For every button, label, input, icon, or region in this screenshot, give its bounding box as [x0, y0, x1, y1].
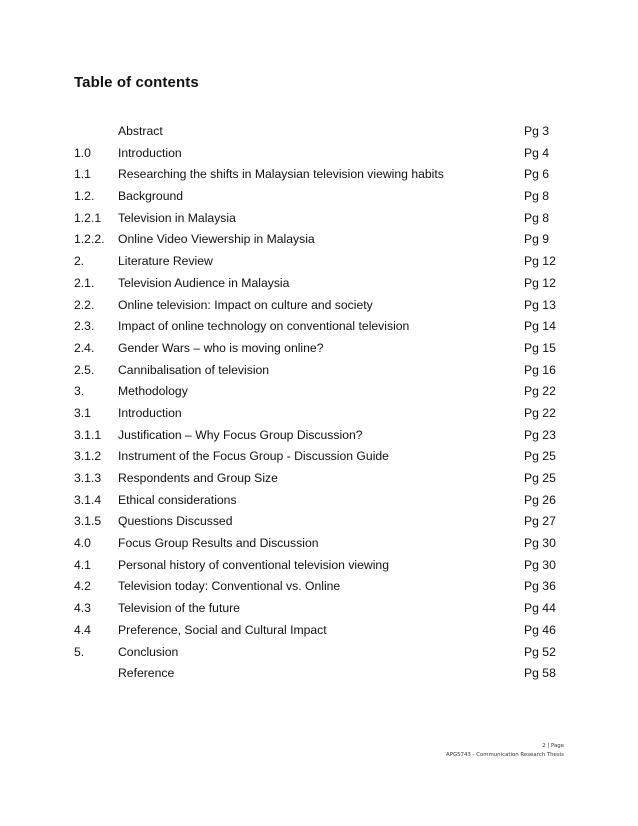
toc-entry-number: 2.3. [74, 319, 95, 334]
toc-entry-title: Abstract [118, 124, 163, 138]
toc-entry-page: Pg 23 [524, 427, 556, 442]
toc-entry-number: 4.4 [74, 622, 91, 637]
toc-entry-page: Pg 26 [524, 492, 556, 507]
toc-entry-page: Pg 44 [524, 601, 556, 616]
toc-entry-page: Pg 13 [524, 297, 556, 312]
toc-entry [74, 295, 590, 317]
toc-entry-title: Focus Group Results and Discussion [118, 536, 319, 551]
table-of-contents [74, 121, 590, 685]
toc-entry [74, 338, 590, 360]
toc-entry-title: Online Video Viewership in Malaysia [118, 232, 315, 247]
toc-entry-title: Gender Wars – who is moving online? [118, 340, 324, 355]
toc-entry-number: 2.2. [74, 297, 95, 312]
toc-entry-number: 4.2 [74, 579, 91, 594]
toc-entry-page: Pg 16 [524, 362, 556, 377]
toc-entry-page: Pg 25 [524, 449, 556, 464]
toc-entry-title: Ethical considerations [118, 492, 237, 507]
toc-entry-number: 3.1.3 [74, 471, 102, 485]
toc-entry [74, 555, 590, 577]
toc-entry-number: 3.1.2 [74, 449, 102, 464]
toc-entry-number: 1.1 [74, 167, 91, 182]
toc-entry-page: Pg 8 [524, 210, 550, 225]
toc-entry-page: Pg 30 [524, 557, 556, 572]
toc-entry-title: Respondents and Group Size [118, 471, 278, 485]
toc-entry-title: Television in Malaysia [118, 210, 236, 225]
toc-entry-page: Pg 3 [524, 124, 550, 138]
toc-entry-title: Instrument of the Focus Group - Discussion Guide [118, 449, 389, 464]
footer-document-title: APG5743 - Communication Research Thesis [446, 752, 564, 758]
toc-entry-page: Pg 58 [524, 666, 556, 681]
toc-entry-page: Pg 12 [524, 254, 556, 269]
toc-entry-number: 4.0 [74, 536, 91, 551]
toc-entry [74, 121, 590, 143]
toc-entry-number: 4.1 [74, 557, 91, 572]
toc-entry-title: Television of the future [118, 601, 240, 616]
toc-entry-title: Personal history of conventional television viewing [118, 557, 389, 572]
toc-entry-title: Justification – Why Focus Group Discussion? [118, 427, 363, 442]
toc-entry [74, 381, 590, 403]
toc-entry [74, 316, 590, 338]
footer-page-number: 2 | Page [542, 743, 564, 749]
toc-entry-page: Pg 27 [524, 514, 556, 529]
toc-entry-number: 3. [74, 384, 85, 399]
toc-entry-number: 2.1. [74, 275, 95, 290]
toc-entry [74, 186, 590, 208]
toc-entry-page: Pg 22 [524, 384, 556, 399]
toc-entry-number: 1.2.1 [74, 210, 102, 225]
toc-entry [74, 229, 590, 251]
toc-entry [74, 164, 590, 186]
toc-entry-page: Pg 9 [524, 232, 550, 247]
page-footer [446, 742, 564, 760]
toc-entry-title: Preference, Social and Cultural Impact [118, 622, 327, 637]
toc-entry-title: Conclusion [118, 644, 179, 659]
toc-entry [74, 598, 590, 620]
toc-entry-title: Television today: Conventional vs. Online [118, 579, 341, 594]
toc-entry-page: Pg 36 [524, 579, 556, 594]
toc-entry-page: Pg 25 [524, 471, 556, 485]
toc-entry [74, 208, 590, 230]
toc-entry-title: Methodology [118, 384, 188, 399]
toc-entry-number: 1.2. [74, 189, 95, 204]
toc-entry [74, 533, 590, 555]
toc-entry-number: 2.4. [74, 340, 95, 355]
toc-entry-page: Pg 22 [524, 405, 556, 420]
toc-entry-page: Pg 52 [524, 644, 556, 659]
toc-entry-title: Literature Review [118, 254, 213, 269]
toc-entry [74, 425, 590, 447]
toc-entry-title: Online television: Impact on culture and society [118, 297, 373, 312]
toc-entry-title: Television Audience in Malaysia [118, 275, 290, 290]
toc-entry-number: 3.1 [74, 405, 91, 420]
toc-entry-number: 2.5. [74, 362, 95, 377]
toc-entry-title: Impact of online technology on conventional television [118, 319, 410, 334]
toc-entry-number: 1.2.2. [74, 232, 105, 247]
toc-entry-page: Pg 12 [524, 275, 556, 290]
toc-entry-number: 2. [74, 254, 85, 269]
toc-entry [74, 403, 590, 425]
toc-entry-number: 5. [74, 644, 85, 659]
toc-entry [74, 468, 590, 490]
toc-entry [74, 620, 590, 642]
toc-entry-page: Pg 14 [524, 319, 556, 334]
toc-entry-page: Pg 46 [524, 622, 556, 637]
toc-entry [74, 273, 590, 295]
toc-entry [74, 576, 590, 598]
page-title: Table of contents [74, 74, 199, 91]
toc-entry-title: Introduction [118, 145, 182, 160]
toc-entry-title: Questions Discussed [118, 514, 233, 529]
toc-entry-page: Pg 6 [524, 167, 550, 182]
toc-entry [74, 511, 590, 533]
toc-entry-number: 1.0 [74, 145, 91, 160]
toc-entry [74, 360, 590, 382]
toc-entry-title: Background [118, 189, 184, 204]
toc-entry [74, 143, 590, 165]
toc-entry [74, 446, 590, 468]
toc-entry [74, 642, 590, 664]
toc-entry-title: Introduction [118, 405, 182, 420]
toc-entry-number: 3.1.1 [74, 427, 102, 442]
toc-entry-page: Pg 30 [524, 536, 556, 551]
toc-entry-title: Researching the shifts in Malaysian television viewing habits [118, 167, 444, 182]
toc-entry-number: 4.3 [74, 601, 91, 616]
toc-entry [74, 663, 590, 685]
toc-entry [74, 490, 590, 512]
toc-entry-number: 3.1.5 [74, 514, 102, 529]
toc-entry [74, 251, 590, 273]
toc-entry-number: 3.1.4 [74, 492, 102, 507]
toc-entry-page: Pg 8 [524, 189, 550, 204]
toc-entry-title: Reference [118, 666, 175, 681]
toc-entry-page: Pg 4 [524, 145, 550, 160]
toc-entry-title: Cannibalisation of television [118, 362, 270, 377]
toc-entry-page: Pg 15 [524, 340, 556, 355]
